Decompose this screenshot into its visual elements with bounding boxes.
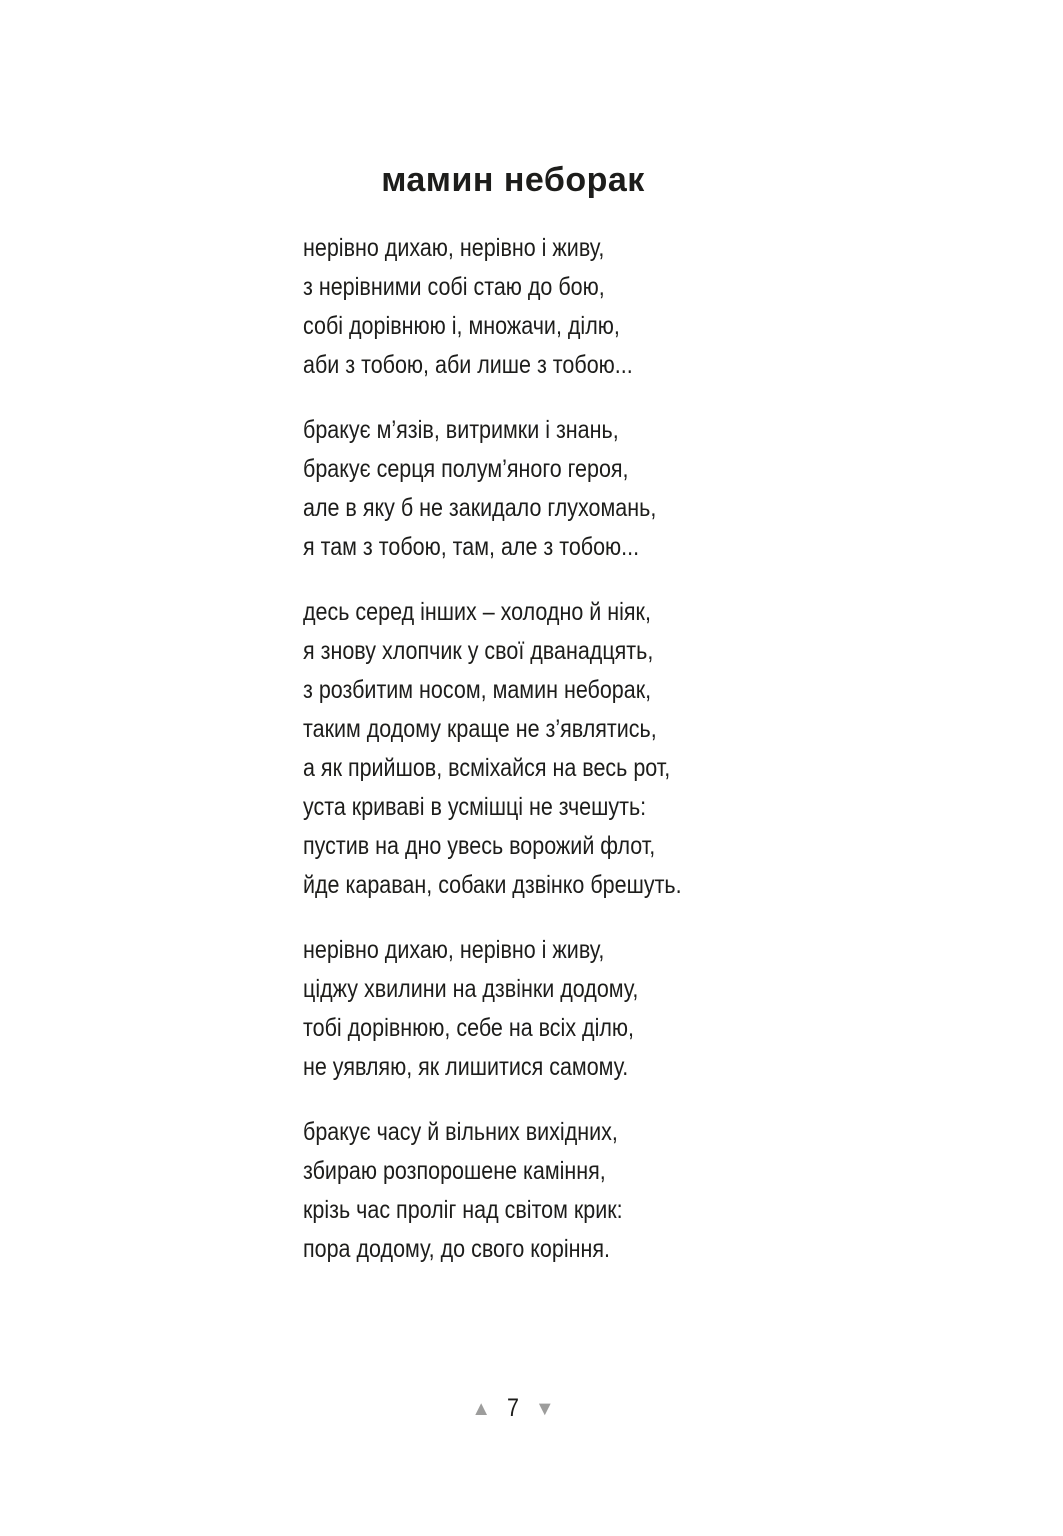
stanza bbox=[303, 1113, 863, 1269]
stanza bbox=[303, 229, 863, 385]
poem-line: десь серед інших – холодно й ніяк, bbox=[303, 598, 651, 626]
poem-line: а як прийшов, всміхайся на весь рот, bbox=[303, 754, 671, 782]
poem-line: пустив на дно увесь ворожий флот, bbox=[303, 832, 656, 860]
poem-line: бракує серця полум’яного героя, bbox=[303, 455, 629, 483]
poem-line: але в яку б не закидало глухомань, bbox=[303, 494, 657, 522]
poem-line: збираю розпорошене каміння, bbox=[303, 1157, 606, 1185]
poem-line: бракує м’язів, витримки і знань, bbox=[303, 416, 619, 444]
triangle-down-icon: ▼ bbox=[534, 1398, 555, 1420]
poem-line: я знову хлопчик у свої дванадцять, bbox=[303, 637, 654, 665]
poem-line: тобі дорівнюю, себе на всіх ділю, bbox=[303, 1014, 635, 1042]
stanza bbox=[303, 411, 863, 567]
poem-line: бракує часу й вільних вихідних, bbox=[303, 1118, 618, 1146]
triangle-up-icon: ▲ bbox=[471, 1398, 492, 1420]
poem-line: йде караван, собаки дзвінко брешуть. bbox=[303, 871, 682, 899]
poem-line: нерівно дихаю, нерівно і живу, bbox=[303, 936, 605, 964]
poem-line: з розбитим носом, мамин неборак, bbox=[303, 676, 652, 704]
poem-title: мамин неборак bbox=[381, 161, 645, 199]
poem-line: уста криваві в усмішці не зчешуть: bbox=[303, 793, 647, 821]
poem-line: собі дорівнюю і, множачи, ділю, bbox=[303, 312, 620, 340]
poem-line: крізь час проліг над світом крик: bbox=[303, 1196, 623, 1224]
page-footer bbox=[0, 1392, 1026, 1425]
poem-body bbox=[303, 229, 863, 1295]
poem-line: ціджу хвилини на дзвінки додому, bbox=[303, 975, 639, 1003]
poem-line: нерівно дихаю, нерівно і живу, bbox=[303, 234, 605, 262]
poem-line: з нерівними собі стаю до бою, bbox=[303, 273, 605, 301]
poem-line: таким додому краще не з’являтись, bbox=[303, 715, 657, 743]
poem-line: я там з тобою, там, але з тобою... bbox=[303, 533, 640, 561]
stanza bbox=[303, 593, 863, 905]
stanza bbox=[303, 931, 863, 1087]
poem-line: пора додому, до свого коріння. bbox=[303, 1235, 610, 1263]
poem-line: аби з тобою, аби лише з тобою... bbox=[303, 351, 633, 379]
poem-line: не уявляю, як лишитися самому. bbox=[303, 1053, 629, 1081]
page-number: 7 bbox=[507, 1394, 519, 1422]
